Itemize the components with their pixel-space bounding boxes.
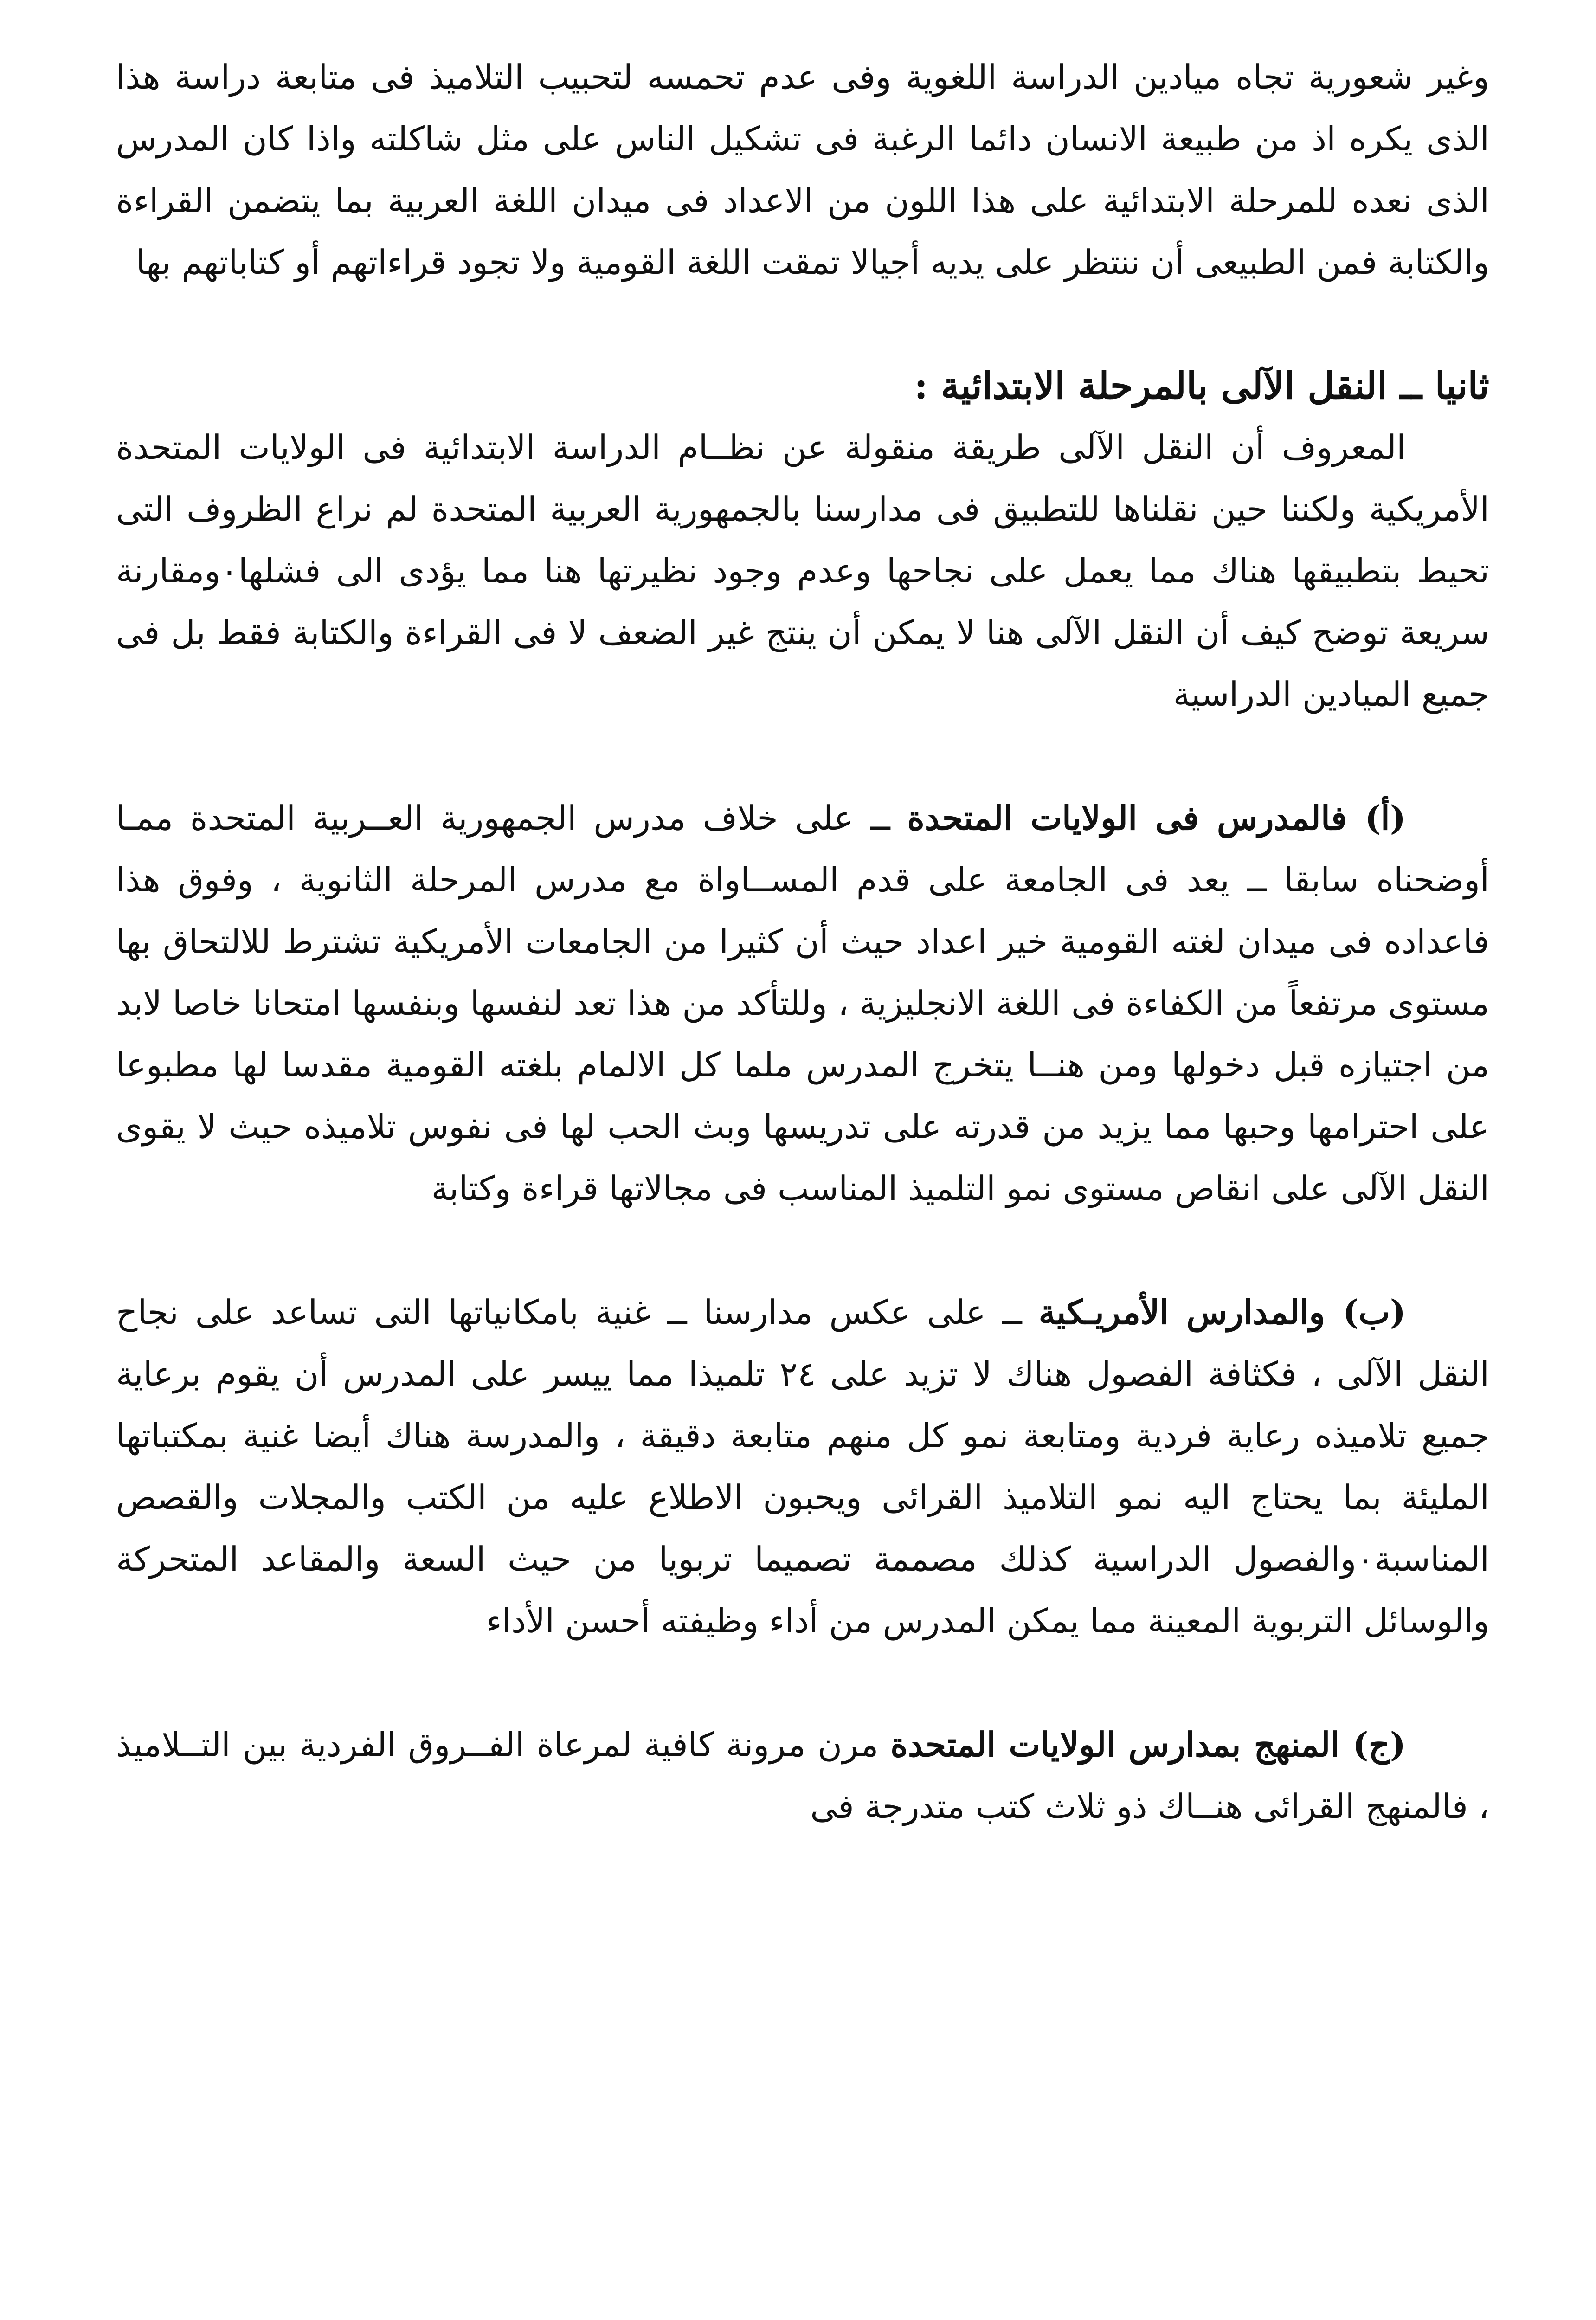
paragraph-a-lead: (أ) فالمدرس فى الولايات المتحدة (907, 798, 1406, 838)
paragraph-c-text: مرن مرونة كافية لمرعاة الفــروق الفردية بين التــلاميذ ، فالمنهج القرائى هنــاك ذو ثلاث كتب متدرجة فى (116, 1725, 1489, 1826)
paragraph-c (116, 1714, 1489, 1837)
spacer (116, 1219, 1489, 1281)
paragraph-transfer-intro: المعروف أن النقل الآلى طريقة منقولة عن نظــام الدراسة الابتدائية فى الولايات المتحدة الأمريكية ولكننا حين نقلناها للتطبيق فى مدارسنا بالجمهورية العربية المتحدة لم نراع الظروف التى تحيط بتطبيقها هناك مما يعمل على نجاحها وعدم وجود نظيرتها هنا مما يؤدى الى فشلها٠ومقارنة سريعة توضح كيف أن النقل الآلى هنا لا يمكن أن ينتج غير الضعف لا فى القراءة والكتابة فقط بل فى جميع الميادين الدراسية (116, 428, 1489, 714)
spacer (116, 1652, 1489, 1714)
paragraph-b-lead: (ب) والمدارس الأمريـكية (1038, 1292, 1406, 1332)
paragraph-b (116, 1281, 1489, 1652)
paragraph-b-text: ــ على عكس مدارسنا ــ غنية بامكانياتها التى تساعد على نجاح النقل الآلى ، فكثافة الفصول هناك لا تزيد على ٢٤ تلميذا مما ييسر على المدرس أن يقوم برعاية جميع تلاميذه رعاية فردية ومتابعة نمو كل منهم متابعة دقيقة ، والمدرسة هناك أيضا غنية بمكتباتها المليئة بما يحتاج اليه نمو التلاميذ القرائى ويحبون الاطلاع عليه من الكتب والمجلات والقصص المناسبة٠والفصول الدراسية كذلك مصممة تصميما تربويا من حيث السعة والمقاعد المتحركة والوسائل التربوية المعينة مما يمكن المدرس من أداء وظيفته أحسن الأداء (116, 1293, 1490, 1640)
spacer (116, 725, 1489, 787)
paragraph-a-text: ــ على خلاف مدرس الجمهورية العــربية المتحدة ممـا أوضحناه سابقا ــ يعد فى الجامعة على قدم المســاواة مع مدرس المرحلة الثانوية ، وفوق هذا فاعداده فى ميدان لغته القومية خير اعداد حيث أن كثيرا من الجامعات الأمريكية تشترط للالتحاق بها مستوى مرتفعاً من الكفاءة فى اللغة الانجليزية ، وللتأكد من هذا تعد لنفسها وبنفسها امتحانا خاصا لابد من اجتيازه قبل دخولها ومن هنــا يتخرج المدرس ملما كل الالمام بلغته القومية مقدسا لها مطبوعا على احترامها وحبها مما يزيد من قدرته على تدريسها وبث الحب لها فى نفوس تلاميذه حيث لا يقوى النقل الآلى على انقاص مستوى نمو التلميذ المناسب فى مجالاتها قراءة وكتابة (116, 799, 1489, 1208)
section-heading: ثانيا ــ النقل الآلى بالمرحلة الابتدائية : (914, 364, 1489, 407)
paragraph-continuation: وغير شعورية تجاه ميادين الدراسة اللغوية وفى عدم تحمسه لتحبيب التلاميذ فى متابعة دراسة هذا الذى يكره اذ من طبيعة الانسان دائما الرغبة فى تشكيل الناس على مثل شاكلته واذا كان المدرس الذى نعده للمرحلة الابتدائية على هذا اللون من الاعداد فى ميدان اللغة العربية بما يتضمن القراءة والكتابة فمن الطبيعى أن ننتظر على يديه أجيالا تمقت اللغة القومية ولا تجود قراءاتهم أو كتاباتهم بها (116, 58, 1489, 282)
spacer (116, 293, 1489, 355)
paragraph-a (116, 787, 1489, 1219)
paragraph-c-lead: (ج) المنهج بمدارس الولايات المتحدة (890, 1725, 1406, 1764)
